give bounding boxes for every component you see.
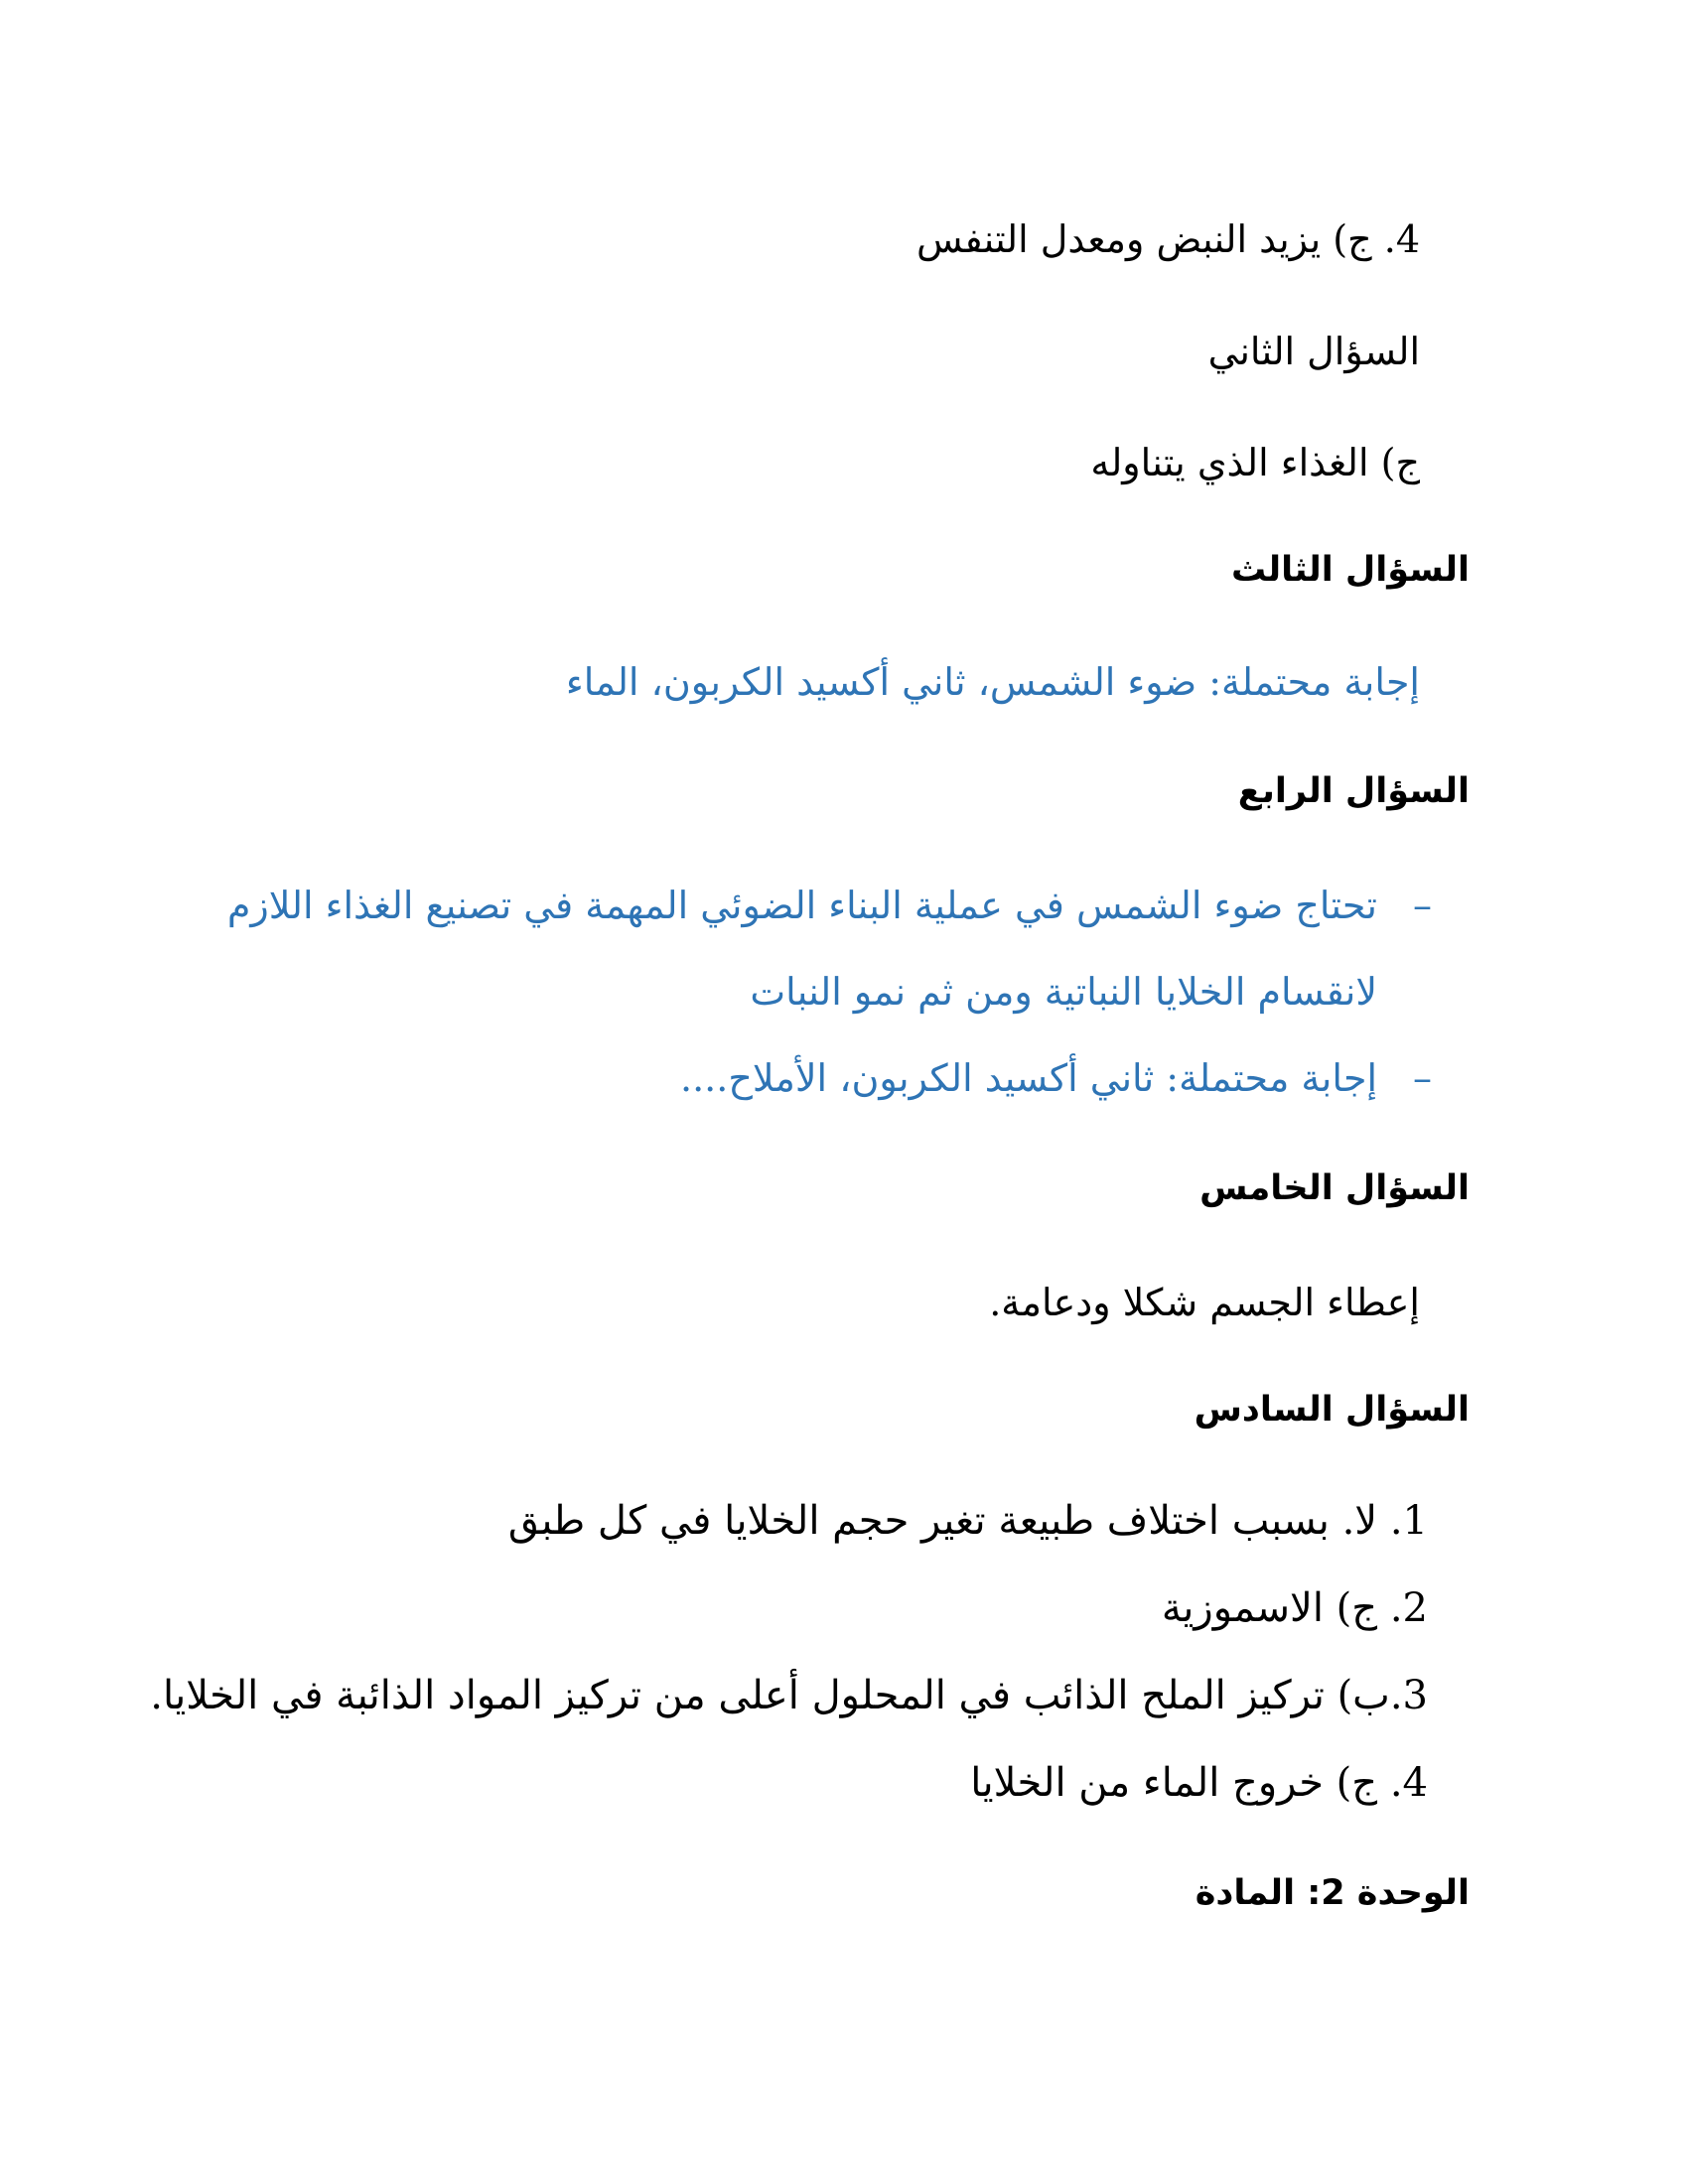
q3-heading: السؤال الثالث xyxy=(1230,550,1470,590)
dash-bullet-icon: – xyxy=(1413,1056,1432,1100)
q4-bullet-1 xyxy=(226,884,1432,927)
q6-answer-4: 4. ج) خروج الماء من الخلايا xyxy=(970,1760,1428,1806)
q6-heading: السؤال السادس xyxy=(1194,1390,1470,1430)
q6-answer-1: 1. لا. بسبب اختلاف طبيعة تغير حجم الخلايا في كل طبق xyxy=(507,1498,1428,1544)
q5-heading: السؤال الخامس xyxy=(1199,1168,1470,1208)
q2-answer: ج) الغذاء الذي يتناوله xyxy=(1090,441,1420,484)
q3-answer: إجابة محتملة: ضوء الشمس، ثاني أكسيد الكربون، الماء xyxy=(565,660,1420,704)
q4-heading: السؤال الرابع xyxy=(1237,771,1470,811)
unit-heading: الوحدة 2: المادة xyxy=(1195,1873,1470,1913)
q6-answer-2: 2. ج) الاسموزية xyxy=(1161,1585,1428,1631)
q4-bullet-2 xyxy=(680,1056,1432,1100)
q1-answer-4: 4. ج) يزيد النبض ومعدل التنفس xyxy=(915,217,1420,261)
q2-heading: السؤال الثاني xyxy=(1207,330,1420,373)
q6-answer-3: 3.ب) تركيز الملح الذائب في المحلول أعلى من تركيز المواد الذائبة في الخلايا. xyxy=(150,1673,1428,1718)
q4-bullet-2-text: إجابة محتملة: ثاني أكسيد الكربون، الأملاح.... xyxy=(680,1056,1377,1100)
q4-bullet-1-text: تحتاج ضوء الشمس في عملية البناء الضوئي المهمة في تصنيع الغذاء اللازم xyxy=(226,884,1377,927)
q4-bullet-1-continuation: لانقسام الخلايا النباتية ومن ثم نمو النبات xyxy=(750,970,1377,1014)
dash-bullet-icon: – xyxy=(1413,884,1432,927)
q5-answer: إعطاء الجسم شكلا ودعامة. xyxy=(989,1281,1420,1324)
